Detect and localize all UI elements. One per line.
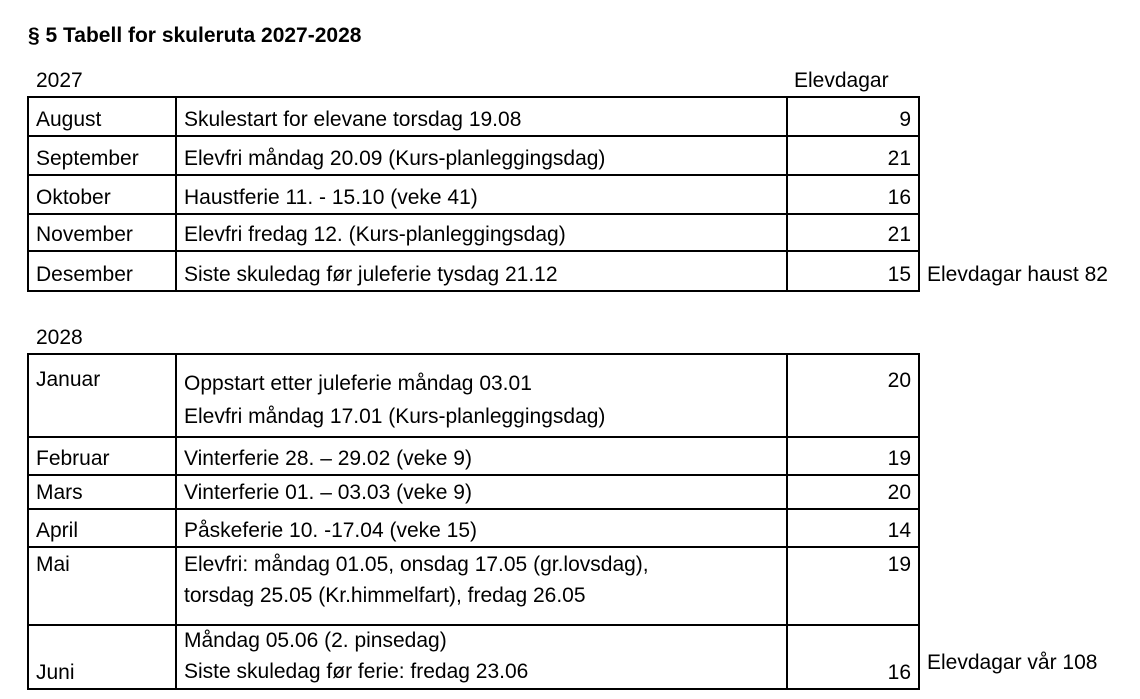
section-heading: § 5 Tabell for skuleruta 2027-2028 [28,24,362,47]
days-cell: 16 [787,175,919,214]
month-cell: Desember [28,251,176,291]
table-row [28,625,919,689]
description-cell [176,509,787,547]
days-cell: 19 [787,547,919,625]
table-row [28,509,919,547]
description-line: Måndag 05.06 (2. pinsedag) [184,629,447,652]
month-cell: Oktober [28,175,176,214]
table-row [28,475,919,509]
table-row [28,251,919,291]
month-cell: November [28,214,176,251]
description-cell [176,625,787,689]
month-cell: Januar [28,354,176,437]
description-line: Vinterferie 28. – 29.02 (veke 9) [184,447,472,470]
description-line: Oppstart etter juleferie måndag 03.01 [184,372,532,395]
description-line: Elevfri måndag 20.09 (Kurs-planleggingsdag) [184,147,606,170]
table-row [28,437,919,475]
description-line: Elevfri fredag 12. (Kurs-planleggingsdag) [184,223,566,246]
days-cell: 21 [787,214,919,251]
description-line: Elevfri måndag 17.01 (Kurs-planleggingsdag) [184,405,606,428]
description-line: Vinterferie 01. – 03.03 (veke 9) [184,481,472,504]
year-label-2027: 2027 [36,69,83,92]
description-line: Siste skuledag før ferie: fredag 23.06 [184,660,529,683]
description-line: Siste skuledag før juleferie tysdag 21.12 [184,263,558,286]
days-cell: 20 [787,354,919,437]
month-cell: Februar [28,437,176,475]
spring-total-note: Elevdagar vår 108 [927,651,1098,674]
days-cell: 19 [787,437,919,475]
table-row [28,136,919,175]
description-line: Haustferie 11. - 15.10 (veke 41) [184,186,478,209]
month-cell: Mai [28,547,176,625]
description-cell [176,97,787,136]
description-cell [176,547,787,625]
table-row [28,547,919,625]
days-cell: 21 [787,136,919,175]
description-cell [176,136,787,175]
month-cell: September [28,136,176,175]
schedule-table-2028 [27,353,920,690]
autumn-total-note: Elevdagar haust 82 [927,263,1108,286]
description-cell [176,175,787,214]
month-cell: April [28,509,176,547]
elevdagar-column-header: Elevdagar [794,69,889,92]
description-cell [176,214,787,251]
description-line: Elevfri: måndag 01.05, onsdag 17.05 (gr.lovsdag), [184,553,649,576]
month-cell: Mars [28,475,176,509]
description-line: Påskeferie 10. -17.04 (veke 15) [184,519,477,542]
description-cell [176,475,787,509]
schedule-table-2027 [27,96,920,292]
description-cell [176,437,787,475]
table-row [28,175,919,214]
table-row [28,214,919,251]
table-row [28,97,919,136]
month-cell: August [28,97,176,136]
days-cell: 14 [787,509,919,547]
days-cell: 20 [787,475,919,509]
year-label-2028: 2028 [36,326,83,349]
days-cell: 16 [787,625,919,689]
description-line: torsdag 25.05 (Kr.himmelfart), fredag 26.05 [184,584,586,607]
days-cell: 15 [787,251,919,291]
table-row [28,354,919,437]
month-cell: Juni [28,625,176,689]
description-cell [176,251,787,291]
days-cell: 9 [787,97,919,136]
description-line: Skulestart for elevane torsdag 19.08 [184,108,522,131]
description-cell [176,354,787,437]
